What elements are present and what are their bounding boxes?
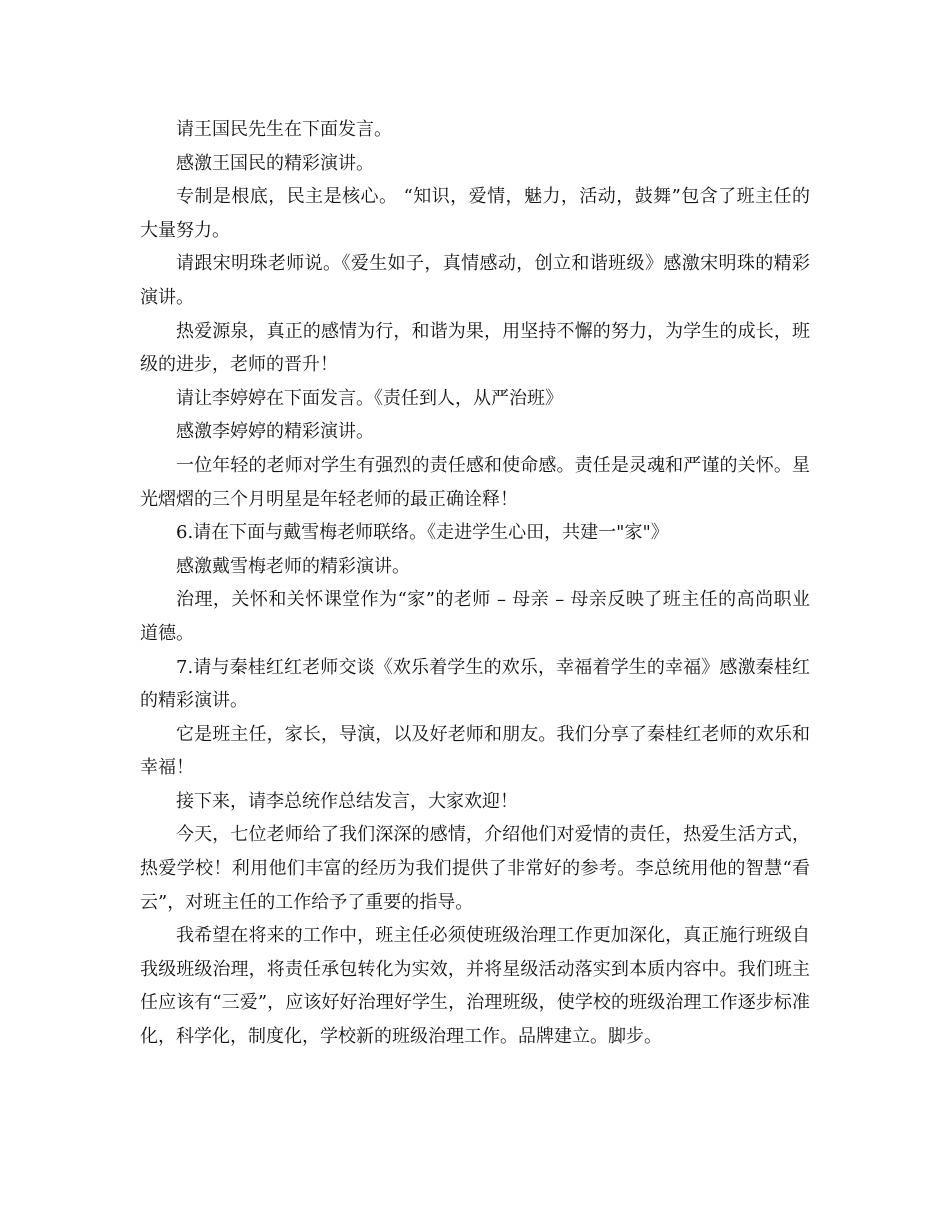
paragraph: 6.请在下面与戴雪梅老师联络。《走进学生心田，共建一"家"》 bbox=[176, 522, 669, 544]
paragraph: 专制是根底，民主是核心。 “知识，爱情，魅力，活动，鼓舞”包含了班主任的大量努力。 bbox=[140, 186, 810, 241]
document-body bbox=[140, 113, 810, 1054]
paragraph: 热爱源泉，真正的感情为行，和谐为果，用坚持不懈的努力，为学生的成长，班级的进步，老师的晋升！ bbox=[140, 320, 810, 376]
paragraph: 它是班主任，家长，导演，以及好老师和朋友。我们分享了秦桂红老师的欢乐和幸福！ bbox=[140, 723, 810, 779]
paragraph: 感激李婷婷的精彩演讲。 bbox=[176, 421, 374, 443]
paragraph: 请王国民先生在下面发言。 bbox=[176, 119, 392, 140]
paragraph: 一位年轻的老师对学生有强烈的责任感和使命感。责任是灵魂和严谨的关怀。星光熠熠的三个月明星是年轻老师的最正确诠释！ bbox=[140, 454, 810, 510]
paragraph: 治理，关怀和关怀课堂作为“家”的老师 – 母亲 – 母亲反映了班主任的高尚职业道德。 bbox=[140, 589, 810, 644]
paragraph: 感激王国民的精彩演讲。 bbox=[176, 152, 374, 174]
paragraph: 7.请与秦桂红红老师交谈《欢乐着学生的欢乐，幸福着学生的幸福》感激秦桂红的精彩演讲。 bbox=[140, 656, 810, 712]
paragraph: 今天，七位老师给了我们深深的感情，介绍他们对爱情的责任，热爱生活方式，热爱学校！利用他们丰富的经历为我们提供了非常好的参考。李总统用他的智慧“看云”，对班主任的工作给予了重要的指导。 bbox=[140, 824, 810, 913]
paragraph: 接下来，请李总统作总结发言，大家欢迎！ bbox=[176, 790, 518, 812]
paragraph: 我希望在将来的工作中，班主任必须使班级治理工作更加深化，真正施行班级自我级班级治理，将责任承包转化为实效，并将星级活动落实到本质内容中。我们班主任应该有“三爱”，应该好好治理好学生，治理班级，使学校的班级治理工作逐步标准化，科学化，制度化，学校新的班级治理工作。品牌建立。脚步。 bbox=[140, 925, 810, 1048]
paragraph: 请跟宋明珠老师说。《爱生如子，真情感动，创立和谐班级》感激宋明珠的精彩演讲。 bbox=[140, 253, 810, 308]
paragraph: 感激戴雪梅老师的精彩演讲。 bbox=[176, 555, 410, 577]
paragraph: 请让李婷婷在下面发言。《责任到人，从严治班》 bbox=[176, 387, 563, 409]
